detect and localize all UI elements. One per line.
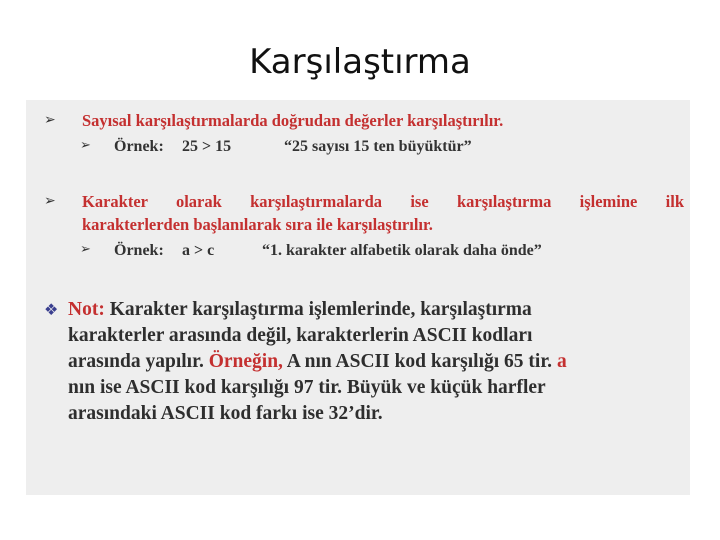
- note-line-4: nın ise ASCII kod karşılığı 97 tir. Büyük ve küçük harfler: [68, 377, 546, 398]
- note-example-word: Örneğin,: [208, 351, 283, 372]
- bullet-1-example-code: 25 > 15: [182, 138, 232, 155]
- arrow-bullet-icon: ➢: [44, 193, 56, 209]
- bullet-2-example-quote: “1. karakter alfabetik olarak daha önde”: [262, 242, 542, 259]
- note-line-3: [68, 349, 668, 375]
- note-line-3-b: A nın ASCII kod karşılığı 65 tir.: [286, 351, 553, 372]
- arrow-bullet-icon: ➢: [80, 242, 91, 257]
- note-line-1-text: Karakter karşılaştırma işlemlerinde, karşılaştırma: [109, 299, 532, 320]
- bullet-2-line-2: karakterlerden başlanılarak sıra ile karşılaştırılır.: [82, 215, 433, 234]
- bullet-2-line-1: Karakter olarak karşılaştırmalarda ise karşılaştırma işlemine ilk: [82, 192, 684, 211]
- note-block: [68, 297, 668, 427]
- note-line-5: arasındaki ASCII kod farkı ise 32’dir.: [68, 403, 383, 424]
- note-label: Not:: [68, 299, 105, 320]
- bullet-1-example-quote: “25 sayısı 15 ten büyüktür”: [284, 138, 472, 155]
- note-lowercase-a: a: [556, 351, 567, 372]
- slide-title: Karşılaştırma: [249, 42, 471, 82]
- note-line-2: karakterler arasında değil, karakterlerin ASCII kodları: [68, 325, 533, 346]
- arrow-bullet-icon: ➢: [44, 112, 56, 128]
- four-diamond-icon: ❖: [44, 300, 59, 319]
- bullet-1-text: Sayısal karşılaştırmalarda doğrudan değerler karşılaştırılır.: [82, 111, 504, 130]
- bullet-1-example-label: Örnek:: [114, 138, 164, 155]
- bullet-2-example-label: Örnek:: [114, 242, 164, 259]
- content-panel: [26, 100, 690, 495]
- note-line-3-a: arasında yapılır.: [68, 351, 204, 372]
- arrow-bullet-icon: ➢: [80, 138, 91, 153]
- bullet-2-example-code: a > c: [182, 242, 215, 259]
- note-line-1: [68, 297, 668, 323]
